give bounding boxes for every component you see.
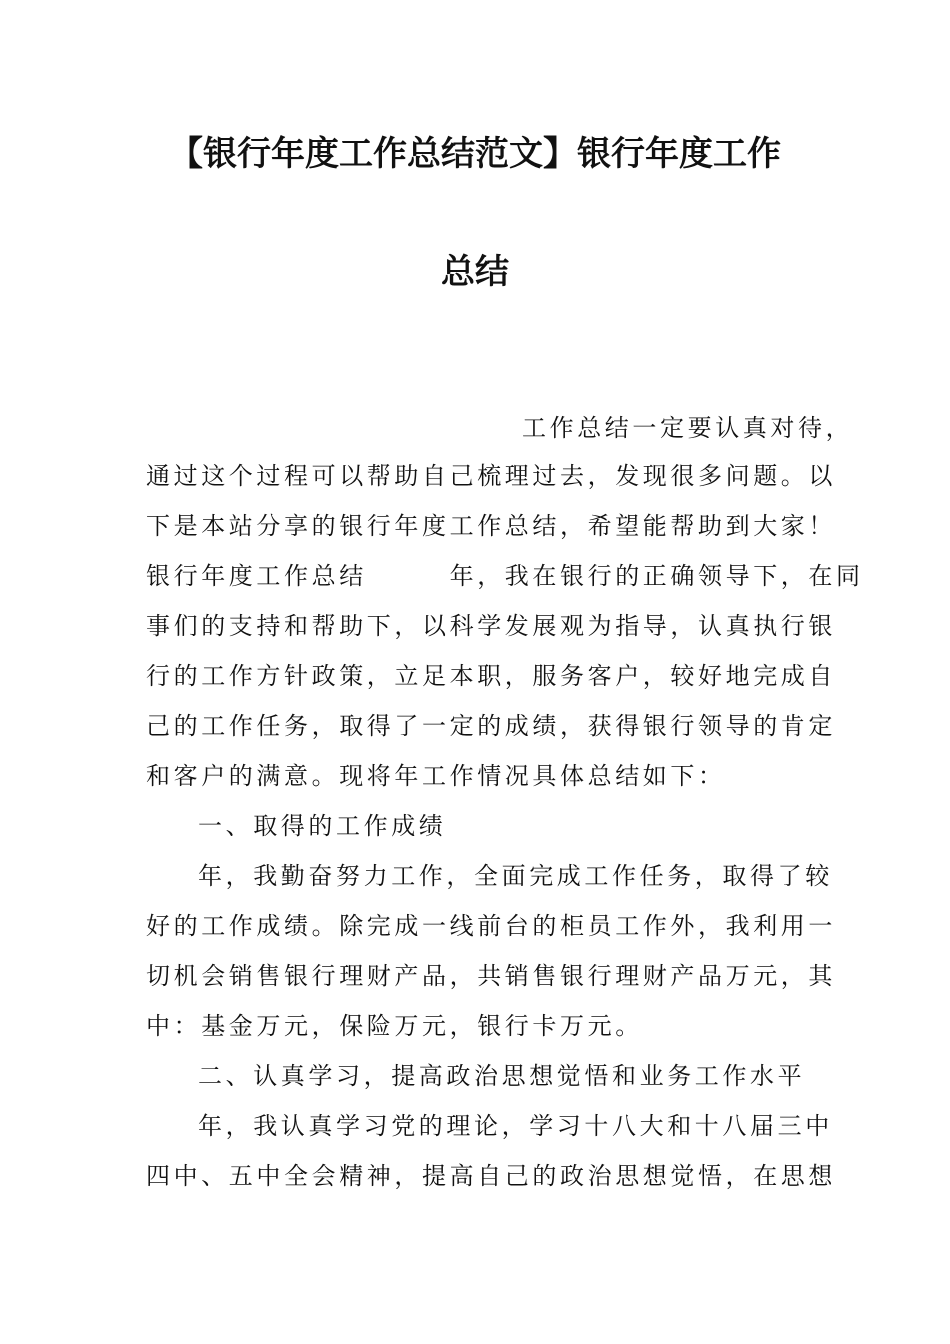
body-line-8: 和客户的满意。现将年工作情况具体总结如下：: [146, 762, 726, 790]
document-title-line-2: 总结: [441, 252, 509, 292]
section-heading-2: 二、认真学习，提高政治思想觉悟和业务工作水平: [198, 1062, 806, 1090]
body-line-12: 切机会销售银行理财产品，共销售银行理财产品万元，其: [146, 962, 836, 990]
body-line-10: 年，我勤奋努力工作，全面完成工作任务，取得了较: [198, 862, 833, 890]
body-line-2: 通过这个过程可以帮助自己梳理过去，发现很多问题。以: [146, 462, 836, 490]
body-line-1: 工作总结一定要认真对待，: [522, 414, 854, 442]
body-line-7: 己的工作任务，取得了一定的成绩，获得银行领导的肯定: [146, 712, 836, 740]
body-line-15: 年，我认真学习党的理论，学习十八大和十八届三中: [198, 1112, 833, 1140]
section-heading-1: 一、取得的工作成绩: [198, 812, 447, 840]
body-line-16: 四中、五中全会精神，提高自己的政治思想觉悟，在思想: [146, 1162, 836, 1190]
body-line-5: 事们的支持和帮助下，以科学发展观为指导，认真执行银: [146, 612, 836, 640]
body-line-11: 好的工作成绩。除完成一线前台的柜员工作外，我利用一: [146, 912, 836, 940]
body-line-13: 中：基金万元，保险万元，银行卡万元。: [146, 1012, 643, 1040]
body-line-4: 银行年度工作总结 年，我在银行的正确领导下，在同: [146, 562, 864, 590]
body-line-3: 下是本站分享的银行年度工作总结，希望能帮助到大家！: [146, 512, 836, 540]
document-title-line-1: 【银行年度工作总结范文】银行年度工作: [169, 134, 781, 174]
body-line-6: 行的工作方针政策，立足本职，服务客户，较好地完成自: [146, 662, 836, 690]
